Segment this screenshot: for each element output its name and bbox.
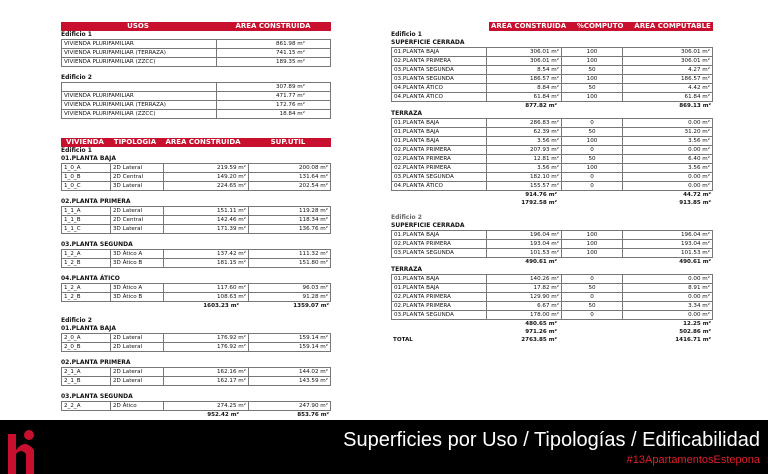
usos-cell: 471.77 m² — [217, 92, 331, 101]
edif-total — [391, 199, 713, 207]
edif-cell: 306.01 m² — [487, 57, 562, 66]
edif-cell: 3.56 m² — [623, 164, 713, 173]
table-row — [62, 101, 331, 110]
edif-cell: 0 — [562, 275, 623, 284]
table-row — [62, 110, 331, 119]
edif-cell: 8.91 m² — [623, 284, 713, 293]
tipologia-cell: 176.92 m² — [164, 343, 249, 352]
tipologia-cell: 224.65 m² — [164, 182, 249, 191]
tipologia-cell: 202.54 m² — [249, 182, 331, 191]
tipologia-cell: 136.76 m² — [249, 225, 331, 234]
edif-cell: 0 — [562, 311, 623, 320]
edif-cell: 100 — [562, 249, 623, 258]
edif-cell: 50 — [562, 128, 623, 137]
edif-cell: 01.PLANTA BAJA — [392, 128, 487, 137]
tipologia-cell: 3D Ático B — [111, 259, 164, 268]
edif-total-cell: 2763.85 m² — [521, 337, 557, 343]
edif-cell: 140.26 m² — [487, 275, 562, 284]
edif-total — [391, 191, 713, 199]
tipologia-cell: 159.14 m² — [249, 334, 331, 343]
table-row — [392, 240, 713, 249]
table-row — [62, 377, 331, 386]
edif-cell: 01.PLANTA BAJA — [392, 275, 487, 284]
tipologias-header-area: ÁREA CONSTRUIDA — [161, 138, 245, 147]
table-row — [392, 75, 713, 84]
edif-ed1-title: Edificio 1 — [391, 31, 422, 38]
edif-total-cell: 490.61 m² — [525, 259, 557, 265]
table-row — [62, 259, 331, 268]
tipologia-group-table — [61, 206, 331, 234]
tipologia-cell: 181.15 m² — [164, 259, 249, 268]
edif-cell: 3.34 m² — [623, 302, 713, 311]
edif-cell: 02.PLANTA PRIMERA — [392, 57, 487, 66]
edif-cell: 17.82 m² — [487, 284, 562, 293]
edif-cell: 155.57 m² — [487, 182, 562, 191]
edif-cell: 61.84 m² — [487, 93, 562, 102]
tipologia-group-table — [61, 333, 331, 352]
edif-cell: 03.PLANTA SEGUNDA — [392, 249, 487, 258]
edif-cell: 0 — [562, 173, 623, 182]
table-row — [62, 83, 331, 92]
tipologia-group-title: 02.PLANTA PRIMERA — [61, 198, 131, 205]
tipologia-cell: 3D Ático B — [111, 293, 164, 302]
usos-cell: VIVIENDA PLURIFAMILIAR (TERRAZA) — [62, 101, 217, 110]
table-row — [392, 57, 713, 66]
tipologia-cell: 159.14 m² — [249, 343, 331, 352]
tipologia-cell: 247.90 m² — [249, 402, 331, 411]
edif-cell: 50 — [562, 302, 623, 311]
edif-cell: 04.PLANTA ÁTICO — [392, 182, 487, 191]
usos-cell: 18.84 m² — [217, 110, 331, 119]
tipologia-cell: 119.28 m² — [249, 207, 331, 216]
edif-cell: 100 — [562, 164, 623, 173]
tipologia-cell: 176.92 m² — [164, 334, 249, 343]
tipologia-group-title: 04.PLANTA ÁTICO — [61, 275, 120, 282]
edif-cell: 04.PLANTA ÁTICO — [392, 93, 487, 102]
tipologias-header-tipologia: TIPOLOGIA — [109, 138, 161, 147]
edif-cell: 01.PLANTA BAJA — [392, 48, 487, 57]
edif-cell: 01.PLANTA BAJA — [392, 119, 487, 128]
tipologia-cell: 151.11 m² — [164, 207, 249, 216]
tipologia-group-title: 01.PLANTA BAJA — [61, 325, 116, 332]
tipologia-cell: 2_2_A — [62, 402, 111, 411]
edif-cell: 100 — [562, 240, 623, 249]
tipologia-cell: 2D Lateral — [111, 334, 164, 343]
usos-cell: VIVIENDA PLURIFAMILIAR (TERRAZA) — [62, 49, 217, 58]
edif-total-cell: 1416.71 m² — [675, 337, 711, 343]
edif-header-area: ÁREA CONSTRUIDA — [491, 22, 567, 30]
tipologia-group-title: 01.PLANTA BAJA — [61, 155, 116, 162]
edif-cell: 01.PLANTA BAJA — [392, 284, 487, 293]
edif-total-cell: 490.61 m² — [679, 259, 711, 265]
edif-cell: 02.PLANTA PRIMERA — [392, 293, 487, 302]
table-row — [62, 225, 331, 234]
table-row — [392, 119, 713, 128]
edif-ed2-t-title: TERRAZA — [391, 266, 423, 273]
tipologia-group-table — [61, 163, 331, 191]
table-row — [392, 231, 713, 240]
edif-cell: 50 — [562, 66, 623, 75]
edif-ed2-sc-title: SUPERFICIE CERRADA — [391, 222, 465, 229]
tipologia-cell: 131.64 m² — [249, 173, 331, 182]
edif-cell: 100 — [562, 57, 623, 66]
edif-cell: 4.42 m² — [623, 84, 713, 93]
table-row — [392, 155, 713, 164]
table-row — [392, 249, 713, 258]
table-row — [392, 93, 713, 102]
edif-total-cell: 869.13 m² — [679, 103, 711, 109]
edif-cell: 3.56 m² — [623, 137, 713, 146]
edif-cell: 02.PLANTA PRIMERA — [392, 164, 487, 173]
edif-cell: 31.20 m² — [623, 128, 713, 137]
usos-cell: 172.76 m² — [217, 101, 331, 110]
edif-table — [391, 274, 713, 320]
edif-ed1-sc-title: SUPERFICIE CERRADA — [391, 39, 465, 46]
edificabilidad-body — [391, 31, 713, 344]
usos-cell: 307.89 m² — [217, 83, 331, 92]
usos-cell: VIVIENDA PLURIFAMILIAR — [62, 40, 217, 49]
edif-cell: 50 — [562, 155, 623, 164]
edif-cell: 03.PLANTA SEGUNDA — [392, 66, 487, 75]
tipologias-block — [61, 138, 331, 427]
table-row — [392, 128, 713, 137]
tipologia-group-title: 03.PLANTA SEGUNDA — [61, 241, 133, 248]
edif-total-cell: 502.86 m² — [679, 329, 711, 335]
usos-ed2-table — [61, 82, 331, 119]
edif-cell: 3.56 m² — [487, 137, 562, 146]
edif-cell: 0.00 m² — [623, 146, 713, 155]
edif-cell: 03.PLANTA SEGUNDA — [392, 311, 487, 320]
edif-ed1-t-title: TERRAZA — [391, 110, 423, 117]
tipologia-group-table — [61, 401, 331, 411]
usos-header-table — [61, 22, 331, 31]
usos-ed1-title: Edificio 1 — [61, 31, 92, 38]
tipologia-group-table — [61, 367, 331, 386]
tipologia-cell: 117.60 m² — [164, 284, 249, 293]
tipologias-ed2-title: Edificio 2 — [61, 317, 92, 324]
usos-ed2-title: Edificio 2 — [61, 74, 92, 81]
tipologias-ed1-title: Edificio 1 — [61, 147, 92, 154]
edif-cell: 01.PLANTA BAJA — [392, 231, 487, 240]
edif-total — [391, 258, 713, 266]
table-row — [62, 402, 331, 411]
tipologia-cell: 91.28 m² — [249, 293, 331, 302]
edif-cell: 8.84 m² — [487, 84, 562, 93]
tipologias-header-util: SUP.ÚTIL — [245, 138, 331, 147]
usos-cell: VIVIENDA PLURIFAMILIAR — [62, 92, 217, 101]
tipologia-cell: 111.32 m² — [249, 250, 331, 259]
tipologia-cell: 96.03 m² — [249, 284, 331, 293]
tipologia-cell: 2_1_A — [62, 368, 111, 377]
tipologia-cell: 2D Lateral — [111, 368, 164, 377]
edif-cell: 02.PLANTA PRIMERA — [392, 155, 487, 164]
edif-cell: 178.00 m² — [487, 311, 562, 320]
edif-cell: 101.53 m² — [487, 249, 562, 258]
edif-total — [391, 102, 713, 110]
tipologia-cell: 1_2_B — [62, 293, 111, 302]
edif-cell: 12.81 m² — [487, 155, 562, 164]
table-row — [392, 302, 713, 311]
edif-cell: 61.84 m² — [623, 93, 713, 102]
total-cell: 1359.07 m² — [293, 303, 329, 309]
edif-cell: 03.PLANTA SEGUNDA — [392, 75, 487, 84]
edif-total — [391, 336, 713, 344]
usos-header-usos: USOS — [61, 22, 215, 31]
tipologia-cell: 3D Lateral — [111, 182, 164, 191]
table-row — [392, 293, 713, 302]
tipologia-cell: 1_0_C — [62, 182, 111, 191]
table-row — [62, 173, 331, 182]
tipologia-cell: 151.80 m² — [249, 259, 331, 268]
edif-cell: 101.53 m² — [623, 249, 713, 258]
tipologia-cell: 1_2_A — [62, 250, 111, 259]
table-row — [392, 173, 713, 182]
table-row — [392, 284, 713, 293]
tipologia-group-title: 02.PLANTA PRIMERA — [61, 359, 131, 366]
edif-cell: 0.00 m² — [623, 173, 713, 182]
usos-block — [61, 22, 331, 119]
edif-total — [391, 328, 713, 336]
edif-cell: 8.54 m² — [487, 66, 562, 75]
edif-cell: 02.PLANTA PRIMERA — [392, 146, 487, 155]
tipologia-cell: 2_0_A — [62, 334, 111, 343]
usos-cell: VIVIENDA PLURIFAMILIAR (ZZCC) — [62, 110, 217, 119]
table-row — [392, 137, 713, 146]
tipologia-cell: 162.17 m² — [164, 377, 249, 386]
tipologia-cell: 143.59 m² — [249, 377, 331, 386]
edif-total-cell: 44.72 m² — [683, 192, 711, 198]
tipologia-cell: 144.02 m² — [249, 368, 331, 377]
edif-cell: 186.57 m² — [623, 75, 713, 84]
tipologia-group-title: 03.PLANTA SEGUNDA — [61, 393, 133, 400]
tipologia-cell: 200.08 m² — [249, 164, 331, 173]
edif-cell: 0.00 m² — [623, 293, 713, 302]
edif-cell: 02.PLANTA PRIMERA — [392, 240, 487, 249]
edif-cell: 50 — [562, 284, 623, 293]
table-row — [62, 334, 331, 343]
table-row — [392, 311, 713, 320]
table-row — [392, 275, 713, 284]
edif-total-cell: 914.76 m² — [525, 192, 557, 198]
tipologia-cell: 2D Lateral — [111, 207, 164, 216]
tipologia-cell: 219.59 m² — [164, 164, 249, 173]
edif-cell: 03.PLANTA SEGUNDA — [392, 173, 487, 182]
usos-header-area: ÁREA CONSTRUIDA — [215, 22, 331, 31]
edif-cell: 62.39 m² — [487, 128, 562, 137]
edif-cell: 196.04 m² — [623, 231, 713, 240]
tipologia-cell: 3D Ático A — [111, 284, 164, 293]
tipologia-cell: 274.25 m² — [164, 402, 249, 411]
edif-cell: 196.04 m² — [487, 231, 562, 240]
tipologia-group-table — [61, 283, 331, 302]
table-row — [392, 146, 713, 155]
tipologias-header-vivienda: VIVIENDA — [61, 138, 109, 147]
total-cell: 952.42 m² — [207, 412, 239, 418]
tipologia-cell: 2D Ático — [111, 402, 164, 411]
tipologia-cell: 1_2_B — [62, 259, 111, 268]
edif-cell: 0.00 m² — [623, 182, 713, 191]
tipologia-cell: 108.63 m² — [164, 293, 249, 302]
edif-cell: 100 — [562, 93, 623, 102]
tipologia-cell: 162.16 m² — [164, 368, 249, 377]
tipologia-cell: 2_1_B — [62, 377, 111, 386]
edif-cell: 0 — [562, 182, 623, 191]
tipologia-cell: 2D Lateral — [111, 164, 164, 173]
tipologia-cell: 2_0_B — [62, 343, 111, 352]
table-row — [62, 40, 331, 49]
edif-cell: 3.56 m² — [487, 164, 562, 173]
tipologia-cell: 2D Central — [111, 173, 164, 182]
edif-table — [391, 118, 713, 191]
edif-ed2-title: Edificio 2 — [391, 214, 422, 221]
edif-cell: 306.01 m² — [487, 48, 562, 57]
table-row — [62, 284, 331, 293]
total-cell: 853.76 m² — [297, 412, 329, 418]
table-row — [62, 250, 331, 259]
tipologia-cell: 2D Central — [111, 216, 164, 225]
table-row — [392, 48, 713, 57]
edif-table — [391, 47, 713, 102]
edif-total — [391, 320, 713, 328]
tipologia-cell: 137.42 m² — [164, 250, 249, 259]
edif-cell: 0.00 m² — [623, 311, 713, 320]
table-row — [62, 49, 331, 58]
table-row — [62, 164, 331, 173]
tipologia-cell: 3D Ático A — [111, 250, 164, 259]
edif-cell: 193.04 m² — [623, 240, 713, 249]
tipologia-cell: 1_2_A — [62, 284, 111, 293]
usos-ed1-table — [61, 39, 331, 67]
edif-cell: 02.PLANTA PRIMERA — [392, 302, 487, 311]
usos-cell: 861.98 m² — [217, 40, 331, 49]
edif-cell: 0.00 m² — [623, 275, 713, 284]
tipologia-cell: 1_1_B — [62, 216, 111, 225]
usos-cell: 189.35 m² — [217, 58, 331, 67]
edif-total-cell: 971.26 m² — [525, 329, 557, 335]
edif-total-cell: 1792.58 m² — [521, 200, 557, 206]
tipologias-body — [61, 147, 331, 427]
tipologia-cell: 142.46 m² — [164, 216, 249, 225]
edif-cell: 207.93 m² — [487, 146, 562, 155]
edif-cell: 0 — [562, 146, 623, 155]
edif-cell: 100 — [562, 137, 623, 146]
usos-cell: VIVIENDA PLURIFAMILIAR (ZZCC) — [62, 58, 217, 67]
tipologia-cell: 149.20 m² — [164, 173, 249, 182]
tipologia-cell: 1_0_B — [62, 173, 111, 182]
tipologia-cell: 1_1_C — [62, 225, 111, 234]
edif-cell: 186.57 m² — [487, 75, 562, 84]
table-row — [392, 182, 713, 191]
edif-total-cell: 877.82 m² — [525, 103, 557, 109]
tipologias-header-table — [61, 138, 331, 147]
edif-cell: 6.67 m² — [487, 302, 562, 311]
edif-cell: 0 — [562, 119, 623, 128]
table-row — [392, 66, 713, 75]
edif-cell: 286.83 m² — [487, 119, 562, 128]
edif-header-computo: %CÓMPUTO — [568, 22, 632, 31]
edif-cell: 129.90 m² — [487, 293, 562, 302]
tipologia-cell: 1_0_A — [62, 164, 111, 173]
tipologia-cell: 118.34 m² — [249, 216, 331, 225]
table-row — [62, 368, 331, 377]
total-cell: 1603.23 m² — [203, 303, 239, 309]
tipologias-ed1-total — [61, 302, 331, 310]
edif-total-cell: 12.25 m² — [683, 321, 711, 327]
edif-cell: 0 — [562, 293, 623, 302]
edif-cell: 0.00 m² — [623, 119, 713, 128]
table-row — [62, 293, 331, 302]
edif-cell: 50 — [562, 84, 623, 93]
edif-total-label: TOTAL — [393, 337, 413, 343]
table-row — [62, 207, 331, 216]
edif-cell: 182.10 m² — [487, 173, 562, 182]
table-row — [392, 164, 713, 173]
edif-cell: 306.01 m² — [623, 57, 713, 66]
edificabilidad-block — [391, 22, 713, 344]
edif-cell: 04.PLANTA ÁTICO — [392, 84, 487, 93]
edif-total-cell: 480.65 m² — [525, 321, 557, 327]
edificabilidad-header-table — [391, 22, 713, 31]
edif-header-computable: ÁREA COMPUTABLE — [632, 22, 713, 31]
table-row — [62, 92, 331, 101]
tipologia-cell: 3D Lateral — [111, 225, 164, 234]
edif-total-cell: 913.85 m² — [679, 200, 711, 206]
table-row — [62, 182, 331, 191]
tipologia-cell: 2D Lateral — [111, 377, 164, 386]
table-row — [62, 343, 331, 352]
edif-cell: 4.27 m² — [623, 66, 713, 75]
tipologia-cell: 2D Lateral — [111, 343, 164, 352]
tipologia-group-table — [61, 249, 331, 268]
footer-title: Superficies por Uso / Tipologías / Edificabilidad — [343, 429, 760, 451]
table-row — [62, 216, 331, 225]
edif-cell: 01.PLANTA BAJA — [392, 137, 487, 146]
usos-cell: 741.15 m² — [217, 49, 331, 58]
tipologia-cell: 171.39 m² — [164, 225, 249, 234]
edif-cell: 100 — [562, 48, 623, 57]
edif-cell: 100 — [562, 75, 623, 84]
edif-table — [391, 230, 713, 258]
edif-cell: 306.01 m² — [623, 48, 713, 57]
edif-cell: 193.04 m² — [487, 240, 562, 249]
edif-cell: 6.40 m² — [623, 155, 713, 164]
table-row — [62, 58, 331, 67]
brand-logo-icon — [8, 428, 42, 474]
edif-cell: 100 — [562, 231, 623, 240]
tipologia-cell: 1_1_A — [62, 207, 111, 216]
table-row — [392, 84, 713, 93]
footer-hashtag: #13ApartamentosEstepona — [626, 454, 760, 466]
